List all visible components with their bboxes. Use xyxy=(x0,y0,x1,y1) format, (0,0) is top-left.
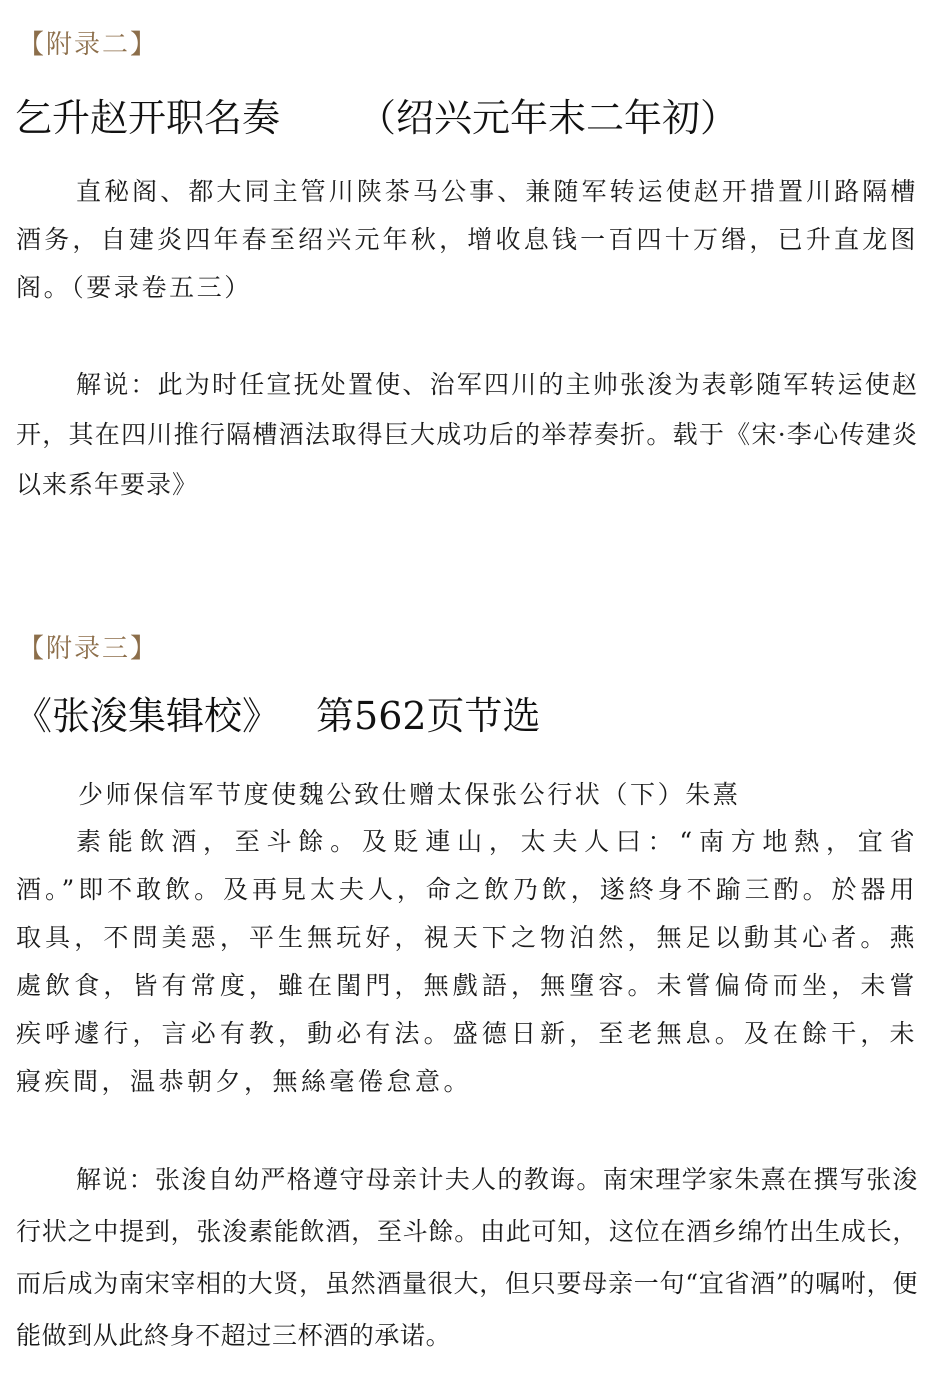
appendix-3-label: 【附录三】 xyxy=(18,634,159,664)
appendix-3-title-page: 第562页节选 xyxy=(316,694,541,738)
appendix-2-title-date: （绍兴元年末二年初） xyxy=(358,96,739,140)
appendix-2-body: 直秘阁、都大同主管川陕茶马公事、兼随军转运使赵开措置川路隔槽酒务，自建炎四年春至绍兴元年秋，增收息钱一百四十万缗，已升直龙图阁。（要录卷五三） xyxy=(16,177,918,302)
appendix-3-body: 素能飲酒，至斗餘。及貶連山，太夫人曰：“南方地熱，宜省酒。”即不敢飲。及再見太夫人，命之飲乃飲，遂終身不踰三酌。於器用取具，不問美惡，平生無玩好，視天下之物泊然，無足以動其心者。燕處飲食，皆有常度，雖在閨門，無戲語，無墮容。未嘗偏倚而坐，未嘗疾呼遽行，言必有教，動必有法。盛德日新，至老無息。及在餘干，未寢疾間，温恭朝夕，無絲毫倦怠意。 xyxy=(16,827,918,1096)
appendix-3-title-main: 《张浚集辑校》 xyxy=(14,694,281,738)
appendix-3-title xyxy=(14,694,541,738)
appendix-2-title xyxy=(14,96,738,140)
appendix-2-title-main: 乞升赵开职名奏 xyxy=(14,96,281,140)
appendix-3-heading-line: 少师保信军节度使魏公致仕赠太保张公行状（下）朱熹 xyxy=(78,780,741,809)
appendix-2-commentary: 解说：此为时任宣抚处置使、治军四川的主帅张浚为表彰随军转运使赵开，其在四川推行隔槽酒法取得巨大成功后的举荐奏折。载于《宋·李心传建炎以来系年要录》 xyxy=(16,370,918,499)
appendix-3-commentary: 解说：张浚自幼严格遵守母亲计夫人的教诲。南宋理学家朱熹在撰写张浚行状之中提到，张浚素能飲酒，至斗餘。由此可知，这位在酒乡绵竹出生成长，而后成为南宋宰相的大贤，虽然酒量很大，但只要母亲一句“宜省酒”的嘱咐，便能做到从此終身不超过三杯酒的承诺。 xyxy=(16,1165,918,1350)
appendix-2-label: 【附录二】 xyxy=(18,30,159,60)
